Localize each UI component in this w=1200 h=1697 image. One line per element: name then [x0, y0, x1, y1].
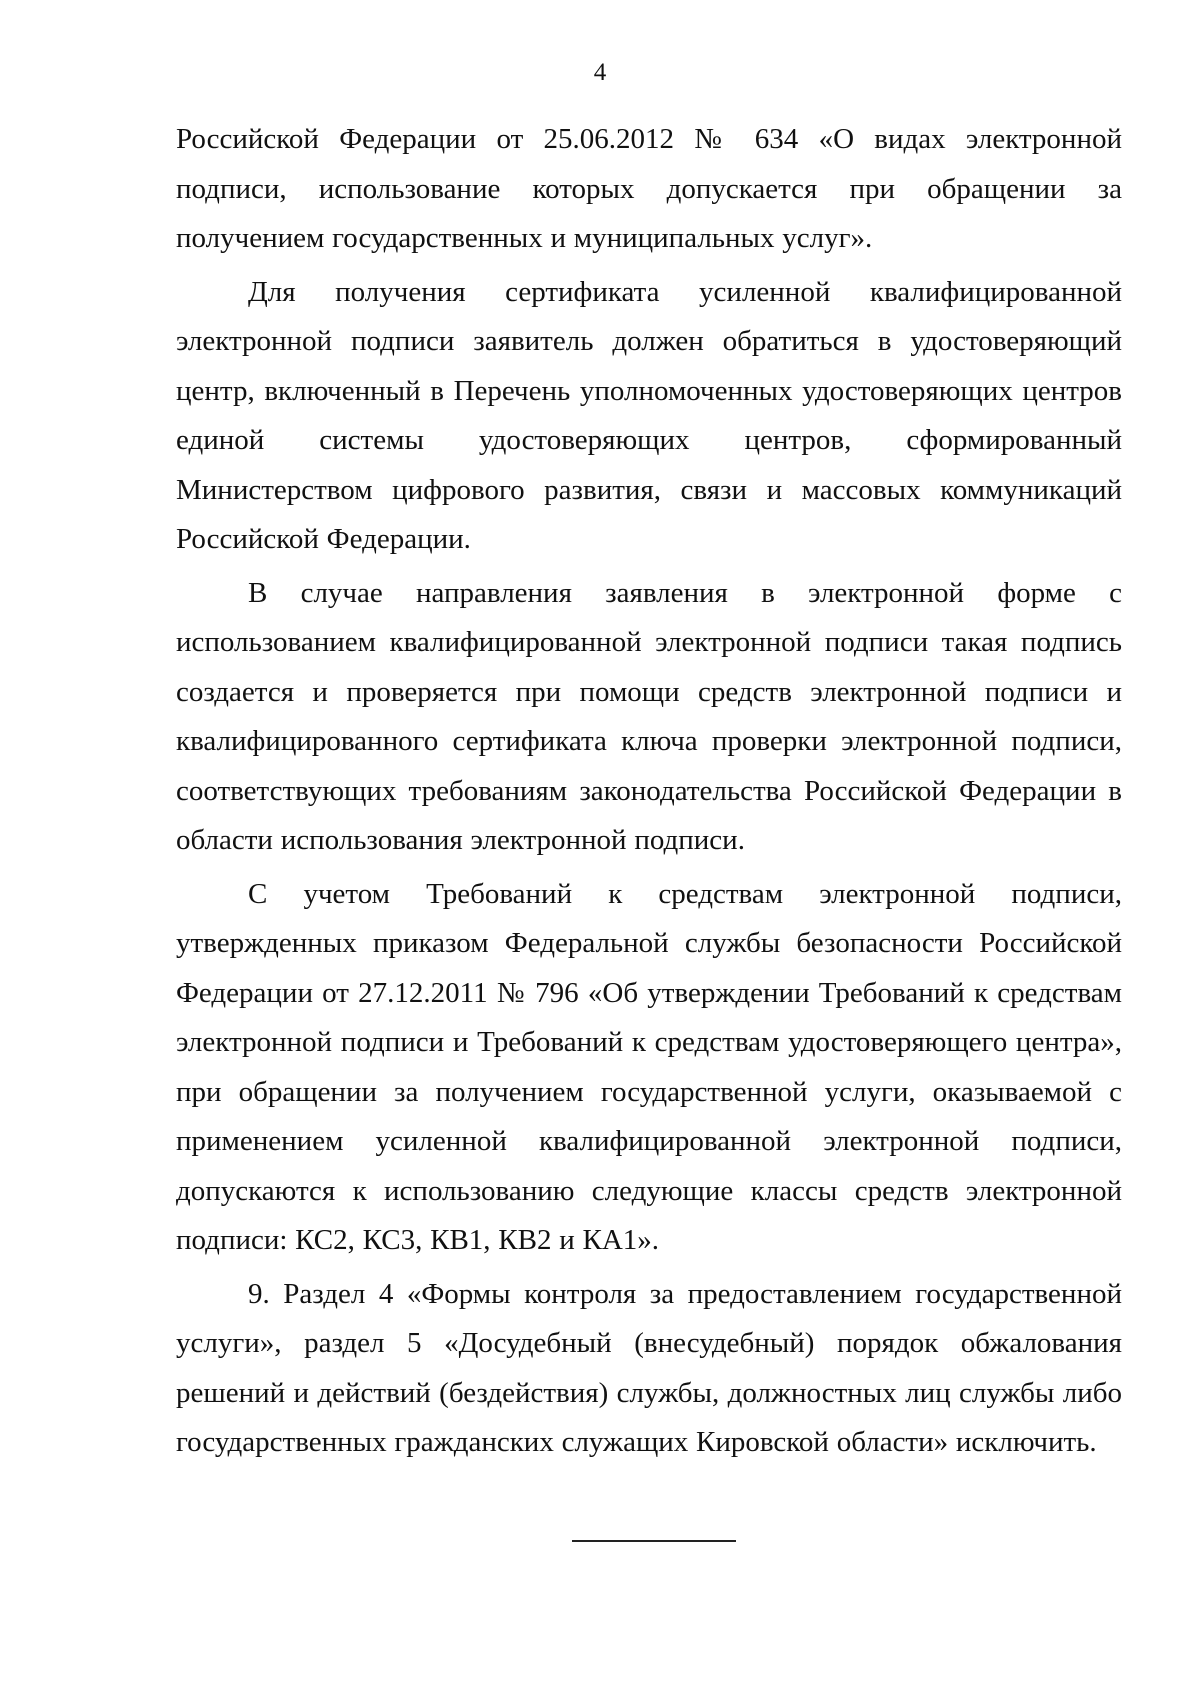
paragraph-item-9: 9. Раздел 4 «Формы контроля за предоставлением государственной услуги», раздел 5 «Досудебный (внесудебный) порядок обжалования решений и действий (бездействия) службы, должностных лиц службы либо государственных гражданских служащих Кировской области» исключить.	[176, 1277, 1122, 1458]
page-number: 4	[593, 59, 607, 86]
document-body	[176, 115, 1122, 1472]
paragraph-signature-requirements: С учетом Требований к средствам электронной подписи, утвержденных приказом Федеральной службы безопасности Российской Федерации от 27.12.2011 № 796 «Об утверждении Требований к средствам электронной подписи и Требований к средствам удостоверяющего центра», при обращении за получением государственной услуги, оказываемой с применением усиленной квалифицированной электронной подписи, допускаются к использованию следующие классы средств электронной подписи: КС2, КС3, КВ1, КВ2 и КА1».	[176, 877, 1122, 1256]
paragraph-electronic-application: В случае направления заявления в электронной форме с использованием квалифицированной электронной подписи такая подпись создается и проверяется при помощи средств электронной подписи и квалифицированного сертификата ключа проверки электронной подписи, соответствующих требованиям законодательства Российской Федерации в области использования электронной подписи.	[176, 576, 1122, 856]
end-of-document-rule	[572, 1540, 736, 1542]
paragraph-certificate: Для получения сертификата усиленной квалифицированной электронной подписи заявитель должен обратиться в удостоверяющий центр, включенный в Перечень уполномоченных удостоверяющих центров единой системы удостоверяющих центров, сформированный Министерством цифрового развития, связи и массовых коммуникаций Российской Федерации.	[176, 275, 1122, 555]
paragraph-continuation: Российской Федерации от 25.06.2012 № 634 «О видах электронной подписи, использование которых допускается при обращении за получением государственных и муниципальных услуг».	[176, 123, 1122, 254]
